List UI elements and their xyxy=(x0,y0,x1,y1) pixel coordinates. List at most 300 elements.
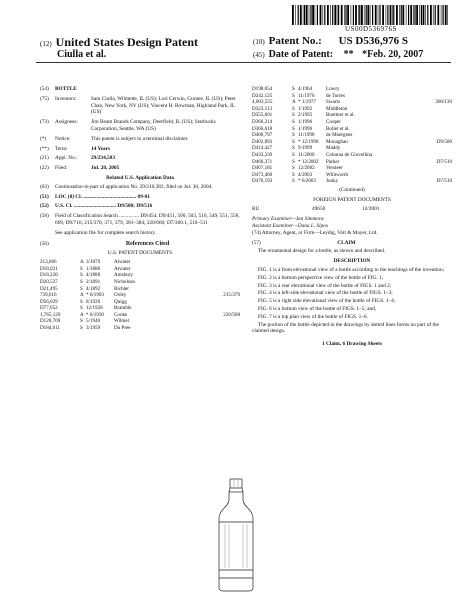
biblio-field xyxy=(40,136,240,143)
attorney: (74) Attorney, Agent, or Firm—Leydig, Voit & Mayer, Ltd. xyxy=(252,229,378,236)
barcode-bar xyxy=(355,5,357,25)
related-application xyxy=(40,184,240,191)
ref-name: Oxley xyxy=(114,292,127,299)
ref-date: 12/2002 xyxy=(298,165,315,172)
biblio-field xyxy=(40,155,240,162)
ref-name: Junky xyxy=(326,178,339,185)
barcode-bar xyxy=(345,5,346,25)
ref-kind: S xyxy=(80,272,83,279)
barcode-bar xyxy=(390,5,392,25)
field-value: Jim Beam Brands Company, Deerfield, IL (US); Starbucks Corporation, Seattle, WA (US) xyxy=(91,119,216,132)
ref-class xyxy=(184,286,240,293)
barcode-bar xyxy=(406,5,407,25)
reference-row xyxy=(252,165,452,172)
description-paragraph: FIG. 5 is a right side elevational view of the bottle of FIGS. 1–4; xyxy=(258,298,396,305)
us-references-left xyxy=(40,259,240,332)
patent-date-line xyxy=(253,49,423,60)
reference-row xyxy=(252,99,452,106)
ref-name: Whitworth xyxy=(326,171,349,178)
barcode-bar xyxy=(437,5,439,25)
ref-name: Cooper xyxy=(326,118,341,125)
ref-kind: S xyxy=(292,165,295,172)
ref-date: 12/1928 xyxy=(86,305,103,312)
ref-class xyxy=(419,106,453,113)
claims-count: 1 Claim, 6 Drawing Sheets xyxy=(322,341,382,348)
reference-row xyxy=(252,132,452,139)
ref-date: * 1/1977 xyxy=(298,99,316,106)
ref-kind: S xyxy=(292,125,295,132)
related-data-title: Related U.S. Application Data xyxy=(106,174,174,181)
biblio-field xyxy=(40,165,240,172)
ref-class xyxy=(184,266,240,273)
ref-name: de Moergens xyxy=(326,132,353,139)
inid-code: (75) xyxy=(40,95,49,102)
ref-kind: A xyxy=(292,99,296,106)
ref-class xyxy=(184,305,240,312)
ref-class xyxy=(419,93,453,100)
barcode-bar xyxy=(304,5,305,25)
related-text: Continuation-in-part of application No. 29/210,383, filed on Jul. 30, 2004. xyxy=(55,183,213,190)
ref-date: 2/1891 xyxy=(86,278,101,285)
ref-name: Colonna de Giovellina xyxy=(326,151,373,158)
description-paragraph: FIG. 1 is a front elevational view of a bottle according to the teachings of the invention; xyxy=(258,267,445,274)
ref-date: 1/1996 xyxy=(298,125,313,132)
barcode-bar xyxy=(315,5,316,25)
barcode-bar xyxy=(443,5,444,25)
ref-date: * 12/2002 xyxy=(298,158,319,165)
ref-class xyxy=(184,279,240,286)
ref-kind: A xyxy=(80,259,84,266)
foreign-reference xyxy=(252,206,452,213)
barcode-bar xyxy=(300,5,302,25)
ref-date: 9/1999 xyxy=(298,145,313,152)
ref-date: 4/2003 xyxy=(298,171,313,178)
barcode-bar xyxy=(353,5,354,25)
ref-class xyxy=(419,165,453,172)
inid-code: (10) xyxy=(253,38,265,46)
references-title: References Cited xyxy=(125,240,170,247)
inid-code: (57) xyxy=(252,239,261,246)
ref-class: 366/130 xyxy=(435,99,452,106)
barcode-bar xyxy=(317,5,318,25)
ref-date: 1/1888 xyxy=(86,265,101,272)
biblio-field xyxy=(40,146,240,153)
ref-number: D414,427 xyxy=(252,145,273,152)
reference-row xyxy=(252,178,452,185)
reference-row xyxy=(252,152,452,159)
barcode-bar xyxy=(396,5,398,25)
ref-date: 2/1995 xyxy=(298,112,313,119)
ref-kind: S xyxy=(292,118,295,125)
barcode-bar xyxy=(433,5,434,25)
ref-number: 739,616 xyxy=(40,292,57,299)
barcode-bar xyxy=(408,5,409,25)
ref-number: 213,666 xyxy=(40,259,57,266)
reference-row xyxy=(40,318,240,325)
barcode-bar xyxy=(295,5,296,25)
barcode-bar xyxy=(334,5,336,25)
foreign-country: RU xyxy=(252,205,260,212)
claim-heading xyxy=(252,240,452,247)
patent-no-label: Patent No.: xyxy=(268,35,322,47)
barcode-bar xyxy=(382,5,384,25)
search-history-note xyxy=(40,230,240,237)
ref-number: D476,193 xyxy=(252,178,273,185)
inid-code: (63) xyxy=(40,183,49,190)
ref-date: * 6/1903 xyxy=(86,292,104,299)
reference-row xyxy=(252,119,452,126)
ref-class xyxy=(184,272,240,279)
ref-name: Middleton xyxy=(326,105,348,112)
barcode-bar xyxy=(372,5,373,25)
date-label: Date of Patent: xyxy=(268,49,334,60)
ref-kind: S xyxy=(292,86,295,92)
field-of-search xyxy=(40,213,240,227)
class-text: Field of Classification Search ............... D9/454, D9/451, 500, 503, 516, 549, 551, 558, 669, D9/716; 215/370, 371, 379, 381–384; 220/660; D7/300.1, 510–511 xyxy=(55,213,240,226)
barcode-bar xyxy=(367,5,369,25)
description-paragraph: FIG. 6 is a bottom view of the bottle of FIGS. 1–5; and, xyxy=(258,306,377,313)
barcode-bar xyxy=(375,5,377,25)
ref-name: Maddy xyxy=(326,145,341,152)
barcode-bar xyxy=(419,5,420,25)
barcode-bar xyxy=(330,5,331,25)
barcode-bar xyxy=(341,5,343,25)
inventors-short: Ciulla et al. xyxy=(57,49,107,60)
reference-row xyxy=(40,259,240,266)
barcode-bar xyxy=(430,5,432,25)
ref-number: D21,495 xyxy=(40,285,58,292)
barcode-bar xyxy=(435,5,436,25)
ref-name: Atwater xyxy=(114,265,131,272)
ref-kind: S xyxy=(292,138,295,145)
inid-code: (21) xyxy=(40,155,49,162)
ref-class: D7/510 xyxy=(436,178,452,185)
ref-date: 11/1976 xyxy=(298,92,315,99)
ref-kind: S xyxy=(292,158,295,165)
barcode-bar xyxy=(310,5,311,25)
patent-number: US D536,976 S xyxy=(338,35,408,47)
reference-row xyxy=(252,172,452,179)
ref-name: Du Pree xyxy=(114,325,131,332)
ref-number: D18,021 xyxy=(40,265,58,272)
barcode-bar xyxy=(401,5,402,25)
field-value: Jul. 20, 2005 xyxy=(91,165,120,172)
ref-date: 3/1959 xyxy=(86,325,101,332)
ref-number: D366,618 xyxy=(252,125,273,132)
ref-kind: S xyxy=(292,105,295,112)
description-paragraph: FIG. 2 is a bottom perspective view of the bottle of FIG. 1; xyxy=(258,274,384,281)
inid-code: (73) xyxy=(40,119,49,126)
barcode-bar xyxy=(324,5,325,25)
barcode-bar xyxy=(303,5,304,25)
class-text: U.S. Cl. ................................ D9/500; D9/516 xyxy=(55,203,153,210)
bibliographic-fields xyxy=(40,86,240,172)
date-marks: ** xyxy=(343,49,354,60)
ref-name: Richter xyxy=(114,285,129,292)
barcode-bar xyxy=(306,5,308,25)
ref-class xyxy=(184,325,240,332)
ref-name: Atwater xyxy=(114,259,131,266)
continued-note: (Continued) xyxy=(339,186,365,193)
ref-class xyxy=(419,152,453,159)
ref-date: 8/1920 xyxy=(86,298,101,305)
barcode-bar xyxy=(370,5,371,25)
ref-number: D77,052 xyxy=(40,305,58,312)
references-header: (56) References Cited xyxy=(40,241,240,248)
barcode-bar xyxy=(378,5,379,25)
field-label: Term: xyxy=(55,145,68,152)
barcode-bar xyxy=(320,5,322,25)
ref-class xyxy=(419,86,453,93)
ref-date: * 6/1930 xyxy=(86,311,104,318)
ref-kind: S xyxy=(80,285,83,292)
ref-name: Quigg xyxy=(114,298,127,305)
ref-class: D9/500 xyxy=(436,138,452,145)
barcode-bar xyxy=(364,5,365,25)
reference-row xyxy=(40,299,240,306)
loc-class xyxy=(40,194,240,201)
patent-type-title xyxy=(40,35,198,50)
barcode-bar xyxy=(323,5,324,25)
inid-code: (22) xyxy=(40,165,49,172)
barcode-bar xyxy=(421,5,422,25)
description-paragraph: FIG. 7 is a top plan view of the bottle of FIGS. 1–6. xyxy=(258,313,368,320)
barcode-bar xyxy=(423,5,425,25)
ref-number: D18,220 xyxy=(40,272,58,279)
ref-class: 220/568 xyxy=(223,311,240,318)
ref-class: 215/379 xyxy=(223,292,240,299)
biblio-field xyxy=(40,96,240,116)
claim-title: CLAIM xyxy=(337,239,356,246)
barcode-bar xyxy=(337,5,338,25)
barcode-bar xyxy=(332,5,333,25)
barcode-bar xyxy=(393,5,394,25)
inid-code: (58) xyxy=(40,213,49,220)
patent-number-line xyxy=(253,35,408,47)
ref-date: 11/2000 xyxy=(298,151,315,158)
barcode-graphic xyxy=(292,5,450,25)
barcode-bar xyxy=(347,5,349,25)
ref-number: D56,029 xyxy=(40,298,58,305)
ref-number: D402,893 xyxy=(252,138,273,145)
barcode-bar xyxy=(327,5,329,25)
ref-kind: A xyxy=(80,311,84,318)
biblio-field xyxy=(40,86,240,93)
ref-kind: S xyxy=(292,178,295,185)
ref-name: Amsbury xyxy=(114,272,133,279)
field-label: Filed: xyxy=(55,165,68,172)
ref-kind: S xyxy=(80,265,83,272)
barcode-bar xyxy=(351,5,352,25)
primary-examiner: Primary Examiner—Ian Simmons xyxy=(252,216,324,223)
reference-row xyxy=(40,266,240,273)
reference-row xyxy=(252,139,452,146)
ref-date: 11/1998 xyxy=(298,132,315,139)
field-value xyxy=(91,86,240,93)
ref-name: Monaghan xyxy=(326,138,348,145)
ref-kind: S xyxy=(80,298,83,305)
reference-row xyxy=(252,126,452,133)
description-paragraph: FIG. 4 is a left-side elevational view of the bottle of FIGS. 1–3; xyxy=(258,290,393,297)
reference-row xyxy=(252,159,452,166)
inid-code: (12) xyxy=(40,40,52,48)
description-title: DESCRIPTION xyxy=(333,258,371,265)
ref-name: Lowry xyxy=(326,86,340,92)
ref-kind: S xyxy=(80,278,83,285)
ref-name: Versteer xyxy=(326,165,343,172)
ref-name: Swartz xyxy=(326,99,341,106)
ref-kind: S xyxy=(80,318,83,325)
ref-class xyxy=(419,145,453,152)
ref-class xyxy=(184,299,240,306)
barcode-bar xyxy=(445,5,447,25)
ref-number: D433,339 xyxy=(252,151,273,158)
barcode-bar xyxy=(414,5,415,25)
ref-class xyxy=(419,119,453,126)
us-class xyxy=(40,203,240,210)
inid-code: (54) xyxy=(40,86,49,92)
barcode-bar xyxy=(399,5,400,25)
bottle-drawing xyxy=(215,478,257,592)
us-docs-title: U.S. PATENT DOCUMENTS xyxy=(107,250,173,257)
barcode-bar xyxy=(402,5,404,25)
reference-row xyxy=(40,279,240,286)
ref-name: Bollet et al. xyxy=(326,125,350,132)
ref-name: Wilmet xyxy=(114,318,130,325)
ref-class xyxy=(419,112,453,119)
ref-class xyxy=(419,126,453,133)
ref-kind: S xyxy=(292,151,295,158)
ref-number: D400,797 xyxy=(252,132,273,139)
barcode-bar xyxy=(427,5,428,25)
barcode-bar xyxy=(379,5,380,25)
reference-row xyxy=(40,325,240,332)
claim-text: The ornamental design for a bottle, as shown and described. xyxy=(258,248,386,255)
ref-class xyxy=(184,318,240,325)
ref-number: D242,125 xyxy=(252,92,273,99)
barcode-bar xyxy=(292,5,294,25)
barcode-number: US00D536976S xyxy=(345,25,397,33)
ref-name: Cooke xyxy=(114,311,128,318)
class-text: LOC (8) Cl. ........................................ 09-01 xyxy=(55,193,150,200)
reference-row xyxy=(252,86,452,93)
description-paragraph: FIG. 3 is a rear elevational view of the bottle of FIGS. 1 and 2; xyxy=(258,282,392,289)
barcode-bar xyxy=(425,5,426,25)
inid-code: (52) xyxy=(40,203,49,210)
ref-number: 1,765,129 xyxy=(40,311,61,318)
barcode-bar xyxy=(359,5,360,25)
barcode-bar xyxy=(392,5,393,25)
barcode-bar xyxy=(366,5,367,25)
ref-name: Boettner et al. xyxy=(326,112,355,119)
ref-number: D466,371 xyxy=(252,158,273,165)
assistant-examiner: Assistant Examiner—Dana L. Sipos xyxy=(252,223,328,230)
barcode-bar xyxy=(447,5,448,25)
reference-row xyxy=(252,93,452,100)
ref-kind: S xyxy=(80,305,83,312)
barcode-bar xyxy=(410,5,412,25)
header-divider xyxy=(36,62,451,63)
document-title: United States Design Patent xyxy=(55,35,198,49)
ref-kind: A xyxy=(80,292,84,299)
barcode-bar xyxy=(298,5,299,25)
reference-row xyxy=(252,145,452,152)
ref-class: D7/510 xyxy=(436,158,452,165)
ref-number: D467,181 xyxy=(252,165,273,172)
barcode-bar xyxy=(416,5,418,25)
field-label: Inventors: xyxy=(55,95,77,102)
barcode-bar xyxy=(309,5,310,25)
ref-class xyxy=(184,259,240,266)
ref-kind: S xyxy=(292,132,295,139)
ref-name: de Torres xyxy=(326,92,345,99)
inid-code: (*) xyxy=(40,135,47,142)
us-references-right xyxy=(252,86,452,185)
field-label: BOTTLE xyxy=(55,86,77,92)
reference-row xyxy=(252,106,452,113)
ref-date: 4/1964 xyxy=(298,86,313,92)
ref-name: Parker xyxy=(326,158,340,165)
right-column xyxy=(252,86,452,348)
left-column xyxy=(40,86,240,332)
ref-date: 1/1992 xyxy=(298,105,313,112)
barcode-bar xyxy=(344,5,345,25)
foreign-number: 49650 xyxy=(312,205,326,212)
field-label: Assignees: xyxy=(55,119,78,126)
biblio-field xyxy=(40,119,240,133)
reference-row xyxy=(40,292,240,299)
ref-number: D20,527 xyxy=(40,278,58,285)
field-value: 29/234,583 xyxy=(91,155,115,162)
field-label: Notice: xyxy=(55,135,71,142)
field-value: Sam Ciulla, Wilmette, IL (US); Lori Cerwin, Gurnee, IL (US); Peter Chan, New York, NY (US); Vincent H. Bowman, Highland Park, IL (US) xyxy=(91,95,236,116)
barcode-bar xyxy=(312,5,314,25)
reference-row xyxy=(40,272,240,279)
ref-name: Bramble xyxy=(114,305,132,312)
ref-kind: S xyxy=(292,145,295,152)
ref-date: 4/1892 xyxy=(86,285,101,292)
inid-code: (51) xyxy=(40,193,49,200)
inid-code: (45) xyxy=(253,51,265,59)
barcode-bar xyxy=(338,5,339,25)
field-value: This patent is subject to a terminal disclaimer. xyxy=(91,135,189,142)
ref-number: D120,769 xyxy=(40,318,61,325)
barcode-bar xyxy=(413,5,414,25)
barcode-bar xyxy=(386,5,387,25)
ref-date: 5/1940 xyxy=(86,318,101,325)
ref-name: Nicholson xyxy=(114,278,135,285)
ref-kind: S xyxy=(292,92,295,99)
ref-number: D198,054 xyxy=(252,86,273,92)
barcode-bar xyxy=(441,5,442,25)
ref-number: D323,113 xyxy=(252,105,273,112)
ref-number: 4,003,555 xyxy=(252,99,273,106)
ref-kind: S xyxy=(292,112,295,119)
foreign-date: 12/2001 xyxy=(362,205,380,212)
foreign-docs-title: FOREIGN PATENT DOCUMENTS xyxy=(313,196,391,203)
search-note-text: See application file for complete search history. xyxy=(55,229,156,236)
inid-code: (**) xyxy=(40,145,49,152)
ref-date: * 12/1998 xyxy=(298,138,319,145)
ref-number: D355,601 xyxy=(252,112,273,119)
patent-date: *Feb. 20, 2007 xyxy=(362,49,424,60)
barcode-bar xyxy=(358,5,359,25)
ref-class xyxy=(419,132,453,139)
ref-date: 4/1888 xyxy=(86,272,101,279)
ref-date: 3/1879 xyxy=(86,259,101,266)
barcode-bar xyxy=(361,5,363,25)
ref-date: * 6/2003 xyxy=(298,178,316,185)
